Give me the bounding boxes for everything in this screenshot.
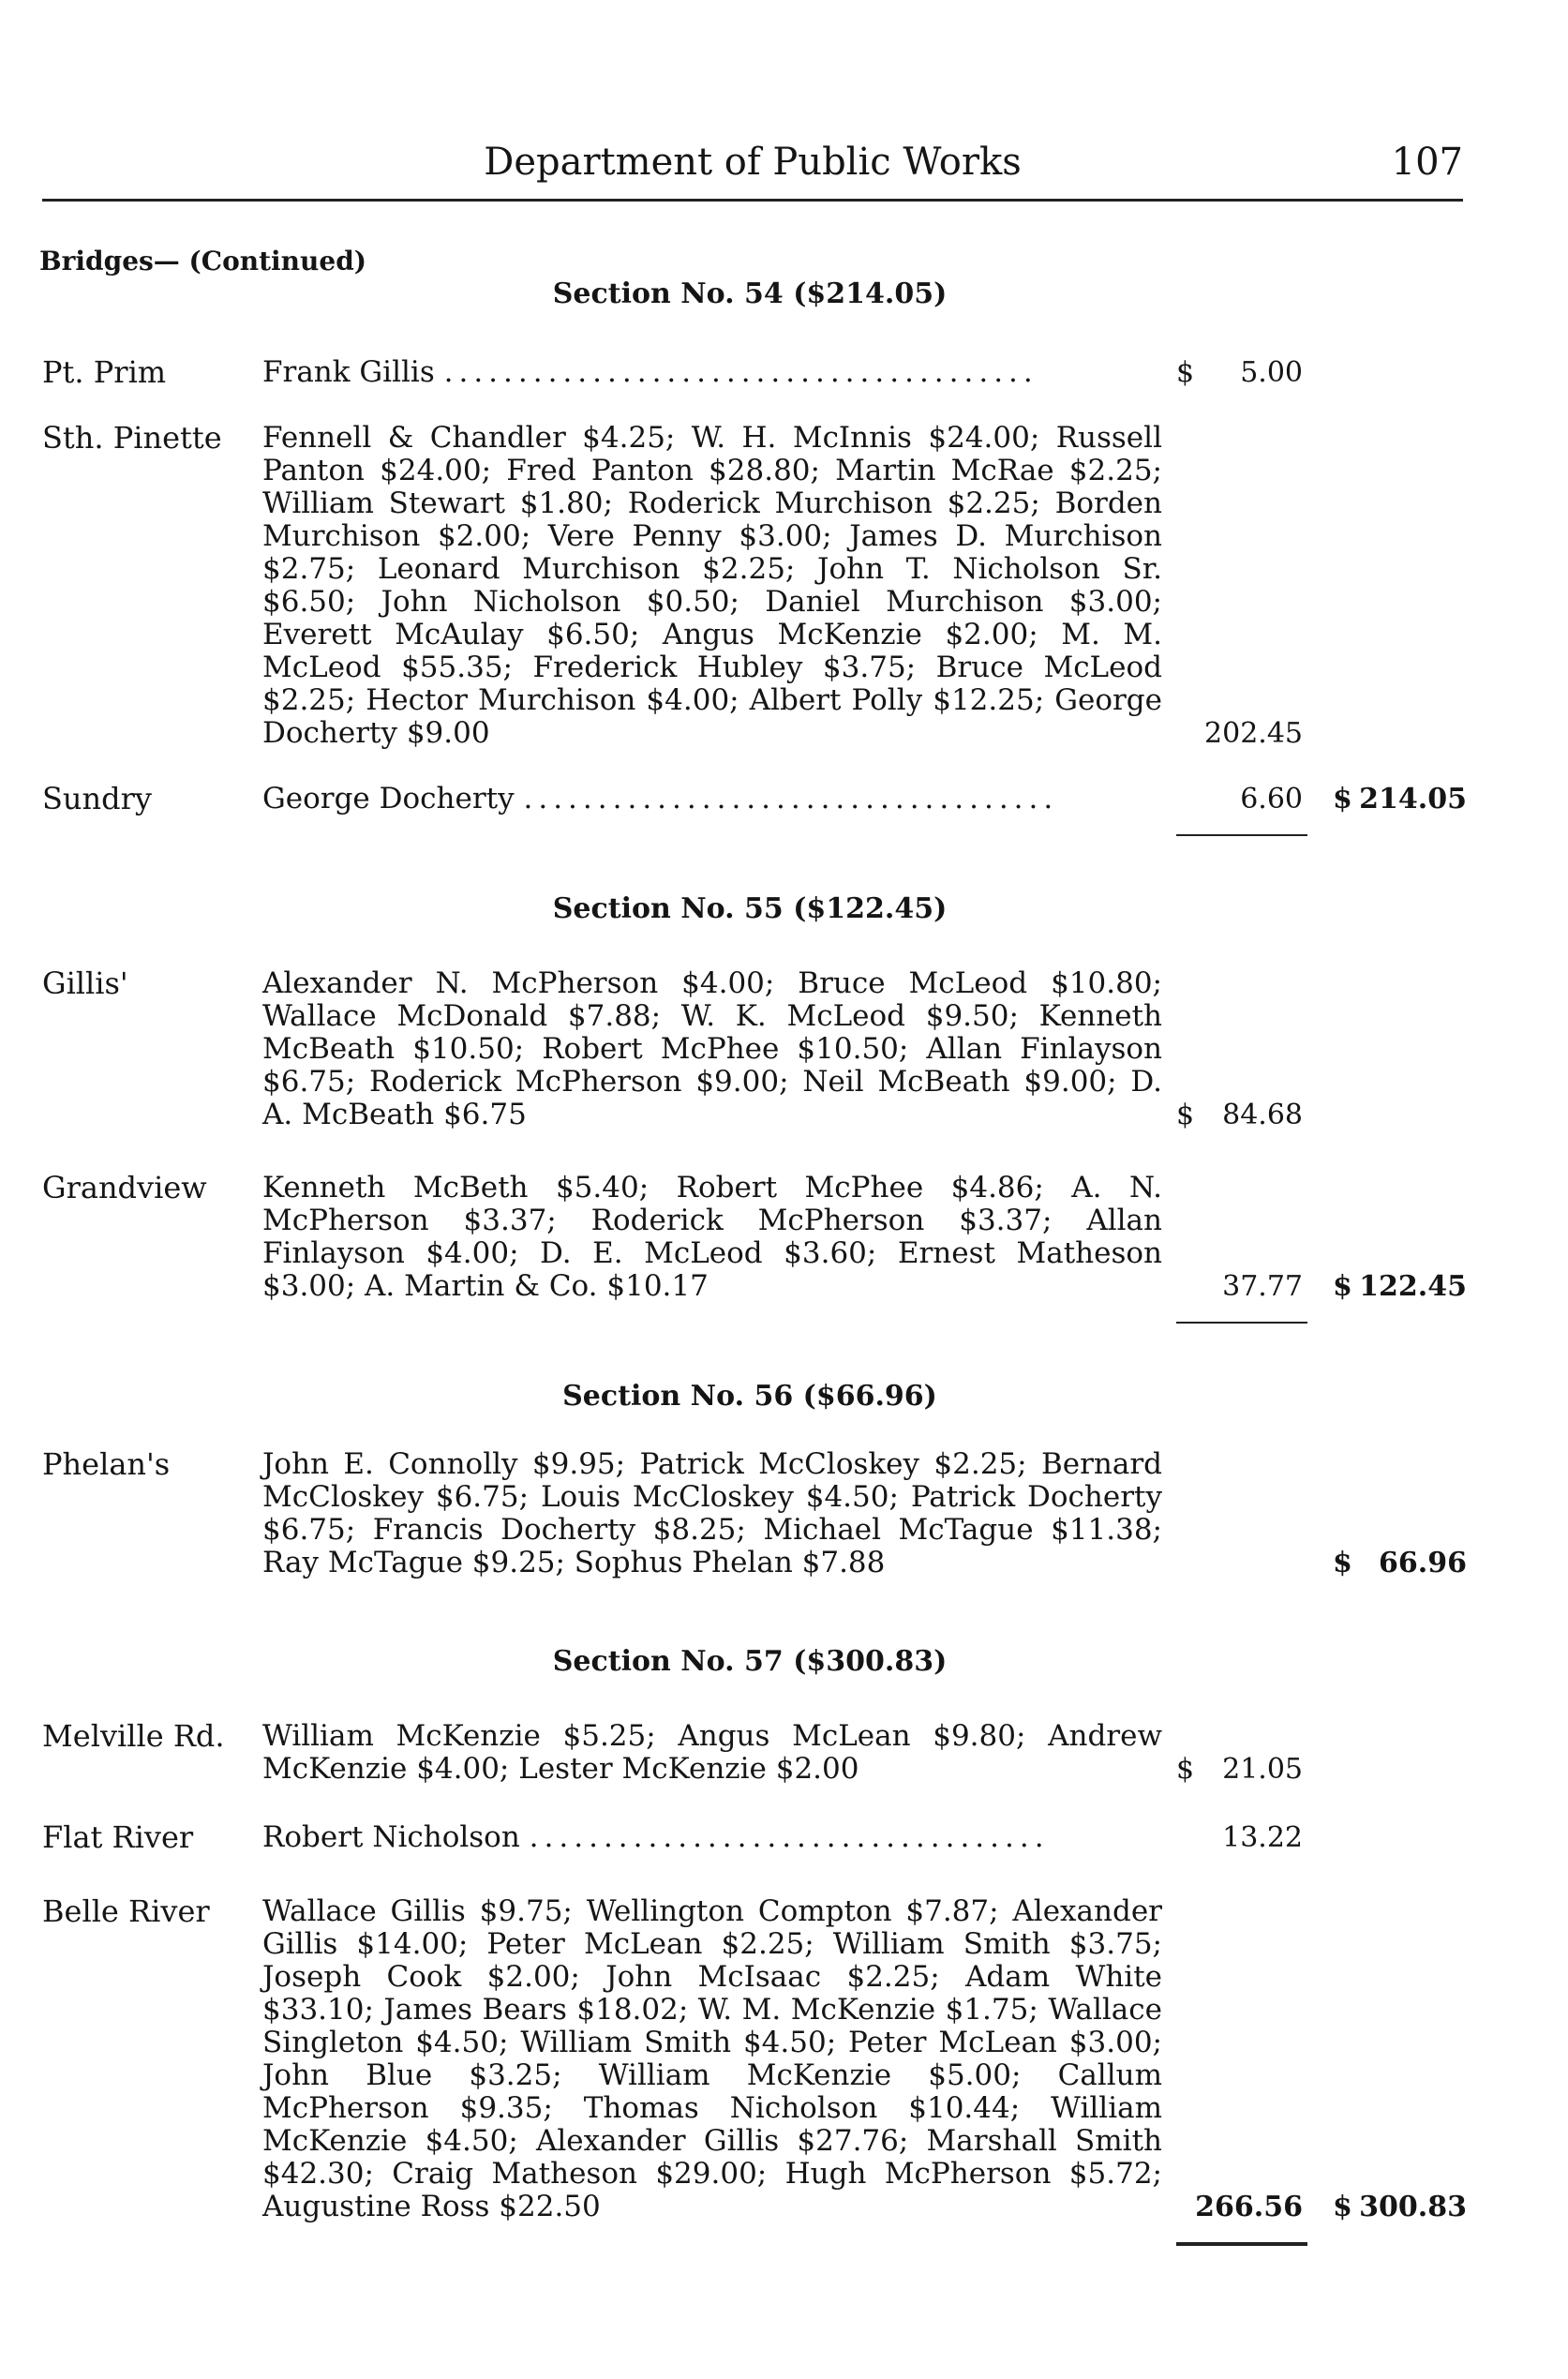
place-name: Sth. Pinette	[42, 420, 222, 456]
place-name: Gillis'	[42, 965, 128, 1001]
entry-amount: 202.45	[1204, 717, 1303, 750]
payee-text: Robert Nicholson	[262, 1820, 520, 1854]
entry-amount: 5.00	[1240, 356, 1303, 389]
place-name: Melville Rd.	[42, 1718, 225, 1754]
dot-leader: ........................................	[443, 355, 1038, 389]
payee-list: John E. Connolly $9.95; Patrick McCloskey $2.25; Bernard McCloskey $6.75; Louis McCloskey $4.50; Patrick Docherty $6.75; Francis Docherty $8.25; Michael McTague $11.38; Ray McTague $9.25; Sophus Phelan $7.88	[262, 1447, 1162, 1579]
sum-rule	[1176, 2242, 1307, 2246]
running-header	[0, 141, 1568, 187]
entry-amount: 21.05	[1222, 1753, 1303, 1786]
entry-amount: 266.56	[1195, 2191, 1303, 2223]
page-number: 107	[1391, 141, 1463, 184]
dollar-sign: $	[1176, 356, 1195, 389]
dollar-sign: $	[1333, 2191, 1352, 2223]
section-total: 122.45	[1359, 1270, 1467, 1303]
payee-list	[262, 356, 1162, 389]
section-heading: Section No. 56 ($66.96)	[562, 1380, 937, 1413]
payee-list: Alexander N. McPherson $4.00; Bruce McLeod $10.80; Wallace McDonald $7.88; W. K. McLeod $9.50; Kenneth McBeath $10.50; Robert McPhee $10.50; Allan Finlayson $6.75; Roderick McPherson $9.00; Neil McBeath $9.00; D. A. McBeath $6.75	[262, 966, 1162, 1131]
section-heading: Section No. 54 ($214.05)	[552, 277, 948, 310]
dot-leader: ...................................	[529, 1820, 1050, 1854]
payee-list	[262, 1821, 1162, 1854]
dollar-sign: $	[1333, 1270, 1352, 1303]
sum-rule	[1176, 1322, 1307, 1324]
entry-amount: 37.77	[1222, 1270, 1303, 1303]
continued-label: Bridges— (Continued)	[39, 246, 367, 277]
place-name: Belle River	[42, 1893, 210, 1929]
payee-text: Frank Gillis	[262, 355, 435, 389]
section-heading: Section No. 57 ($300.83)	[552, 1645, 948, 1678]
header-rule	[42, 199, 1463, 202]
payee-text: George Docherty	[262, 782, 515, 815]
place-name: Grandview	[42, 1170, 207, 1205]
sum-rule	[1176, 834, 1307, 836]
dollar-sign: $	[1176, 1753, 1195, 1786]
place-name: Sundry	[42, 781, 152, 816]
payee-list: Kenneth McBeth $5.40; Robert McPhee $4.86; A. N. McPherson $3.37; Roderick McPherson $3.37; Allan Finlayson $4.00; D. E. McLeod $3.60; Ernest Matheson $3.00; A. Martin & Co. $10.17	[262, 1171, 1162, 1303]
section-total: 214.05	[1359, 783, 1467, 815]
dollar-sign: $	[1333, 1547, 1352, 1579]
section-heading: Section No. 55 ($122.45)	[552, 892, 948, 925]
place-name: Phelan's	[42, 1446, 171, 1482]
dollar-sign: $	[1176, 1099, 1195, 1131]
entry-amount: 13.22	[1222, 1821, 1303, 1854]
dot-leader: ....................................	[523, 782, 1059, 815]
payee-list: Fennell & Chandler $4.25; W. H. McInnis $24.00; Russell Panton $24.00; Fred Panton $28.80; Martin McRae $2.25; William Stewart $1.80; Roderick Murchison $2.25; Borden Murchison $2.00; Vere Penny $3.00; James D. Murchison $2.75; Leonard Murchison $2.25; John T. Nicholson Sr. $6.50; John Nicholson $0.50; Daniel Murchison $3.00; Everett McAulay $6.50; Angus McKenzie $2.00; M. M. McLeod $55.35; Frederick Hubley $3.75; Bruce McLeod $2.25; Hector Murchison $4.00; Albert Polly $12.25; George Docherty $9.00	[262, 421, 1162, 750]
payee-list	[262, 783, 1162, 815]
place-name: Flat River	[42, 1819, 194, 1855]
payee-list: William McKenzie $5.25; Angus McLean $9.80; Andrew McKenzie $4.00; Lester McKenzie $2.00	[262, 1719, 1162, 1786]
place-name: Pt. Prim	[42, 354, 167, 390]
payee-list: Wallace Gillis $9.75; Wellington Compton $7.87; Alexander Gillis $14.00; Peter McLean $2.25; William Smith $3.75; Joseph Cook $2.00; John McIsaac $2.25; Adam White $33.10; James Bears $18.02; W. M. McKenzie $1.75; Wallace Singleton $4.50; William Smith $4.50; Peter McLean $3.00; John Blue $3.25; William McKenzie $5.00; Callum McPherson $9.35; Thomas Nicholson $10.44; William McKenzie $4.50; Alexander Gillis $27.76; Marshall Smith $42.30; Craig Matheson $29.00; Hugh McPherson $5.72; Augustine Ross $22.50	[262, 1894, 1162, 2223]
entry-amount: 6.60	[1240, 783, 1303, 815]
section-total: 66.96	[1379, 1547, 1467, 1579]
entry-amount: 84.68	[1222, 1099, 1303, 1131]
section-total: 300.83	[1359, 2191, 1467, 2223]
page-title: Department of Public Works	[484, 141, 1022, 184]
dollar-sign: $	[1333, 783, 1352, 815]
